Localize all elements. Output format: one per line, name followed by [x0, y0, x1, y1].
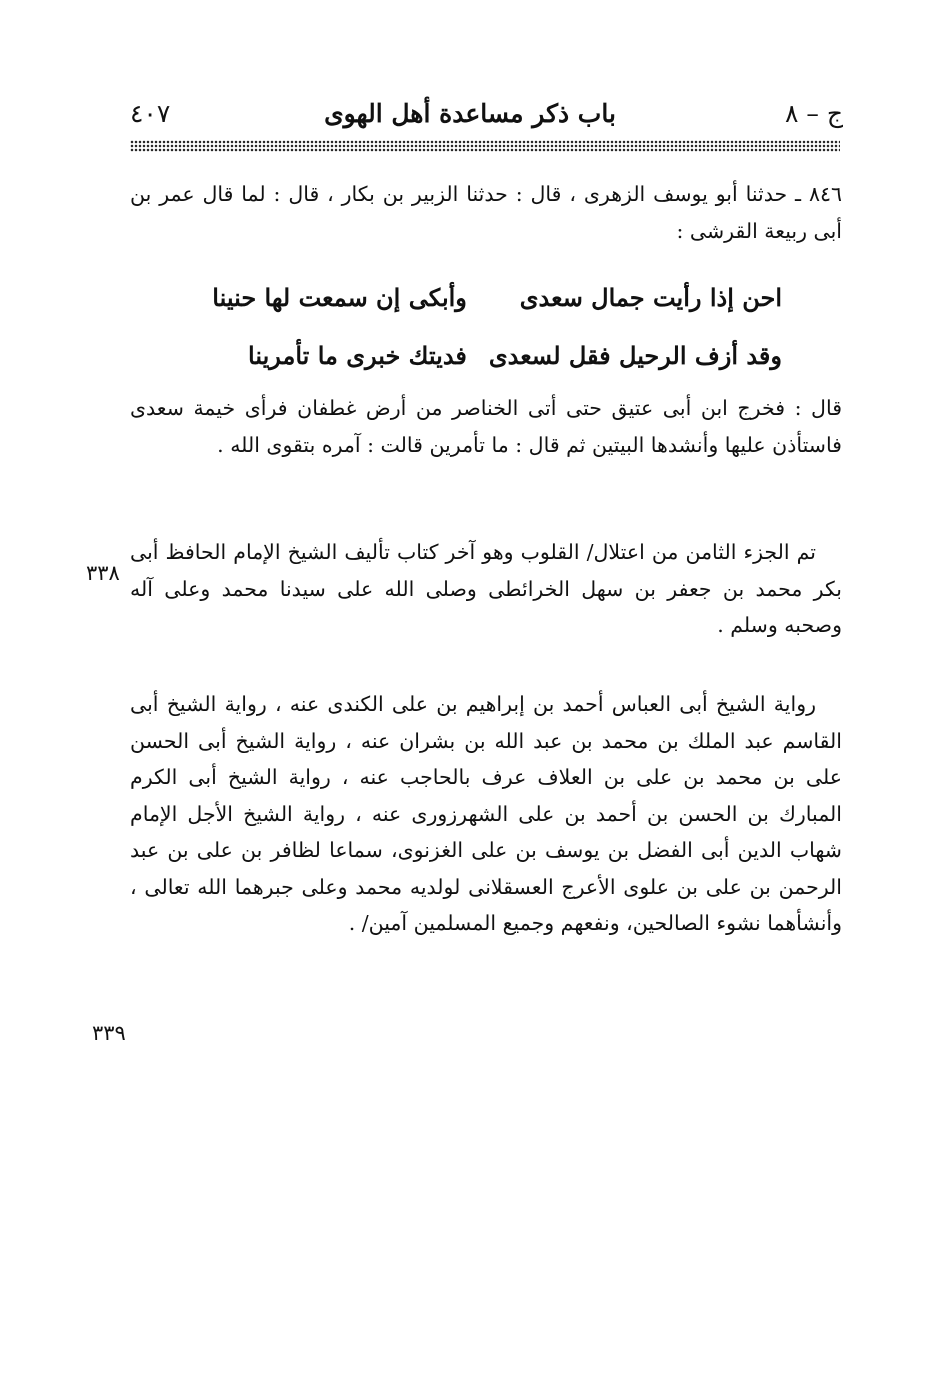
verse-1-second-hemistich: وأبكى إن سمعت لها حنينا: [212, 283, 467, 312]
paragraph-846: ٨٤٦ ـ حدثنا أبو يوسف الزهرى ، قال : حدثنا الزبير بن بكار ، قال : لما قال عمر بن أبى ربيعة القرشى :: [130, 182, 842, 243]
margin-manuscript-number: ٣٣٨: [86, 561, 120, 585]
verse-1: [130, 278, 842, 336]
header-dotted-rule: [130, 140, 840, 152]
margin-manuscript-number: ٣٣٩: [92, 1021, 126, 1045]
volume-label: ج – ٨: [785, 99, 843, 128]
running-title: باب ذكر مساعدة أهل الهوى: [324, 99, 616, 128]
verse-2: [130, 336, 842, 394]
colophon-paragraph: تم الجزء الثامن من اعتلال/ القلوب وهو آخر كتاب تأليف الشيخ الإمام الحافظ أبى بكر محمد بن جعفر بن سهل الخرائطى وصلى الله على سيدنا محمد وعلى آله وصحبه وسلم .: [130, 540, 842, 637]
verse-1-first-hemistich: احن إذا رأيت جمال سعدى: [519, 283, 782, 312]
poem-verses: [130, 278, 842, 394]
paragraph-narration: قال : فخرج ابن أبى عتيق حتى أتى الخناصر من أرض غطفان فرأى خيمة سعدى فاستأذن عليها وأنشدها البيتين ثم قال : ما تأمرين قالت : آمره بتقوى الله .: [130, 396, 842, 457]
page-number: ٤٠٧: [130, 99, 171, 128]
transmission-chain-paragraph: رواية الشيخ أبى العباس أحمد بن إبراهيم بن على الكندى عنه ، رواية الشيخ أبى القاسم عبد الملك بن محمد بن عبد الله بن بشران عنه ، رواية الشيخ أبى الحسن على بن محمد بن على بن العلاف عرف بالحاجب عنه ، رواية الشيخ أبى الكرم المبارك بن الحسن بن أحمد بن على الشهرزورى عنه ، رواية الشيخ الأجل الإمام شهاب الدين أبى الفضل بن يوسف بن على الغزنوى، سماعا لظافر بن على بن عبد الرحمن بن على بن علوى الأعرج العسقلانى لولديه محمد وعلى جبرهما الله تعالى ، وأنشأهما نشوء الصالحين، ونفعهم وجميع المسلمين آمين/ .: [130, 692, 842, 935]
verse-2-first-hemistich: وقد أزف الرحيل فقل لسعدى: [488, 341, 782, 370]
verse-2-second-hemistich: فديتك خبرى ما تأمرينا: [248, 341, 467, 370]
